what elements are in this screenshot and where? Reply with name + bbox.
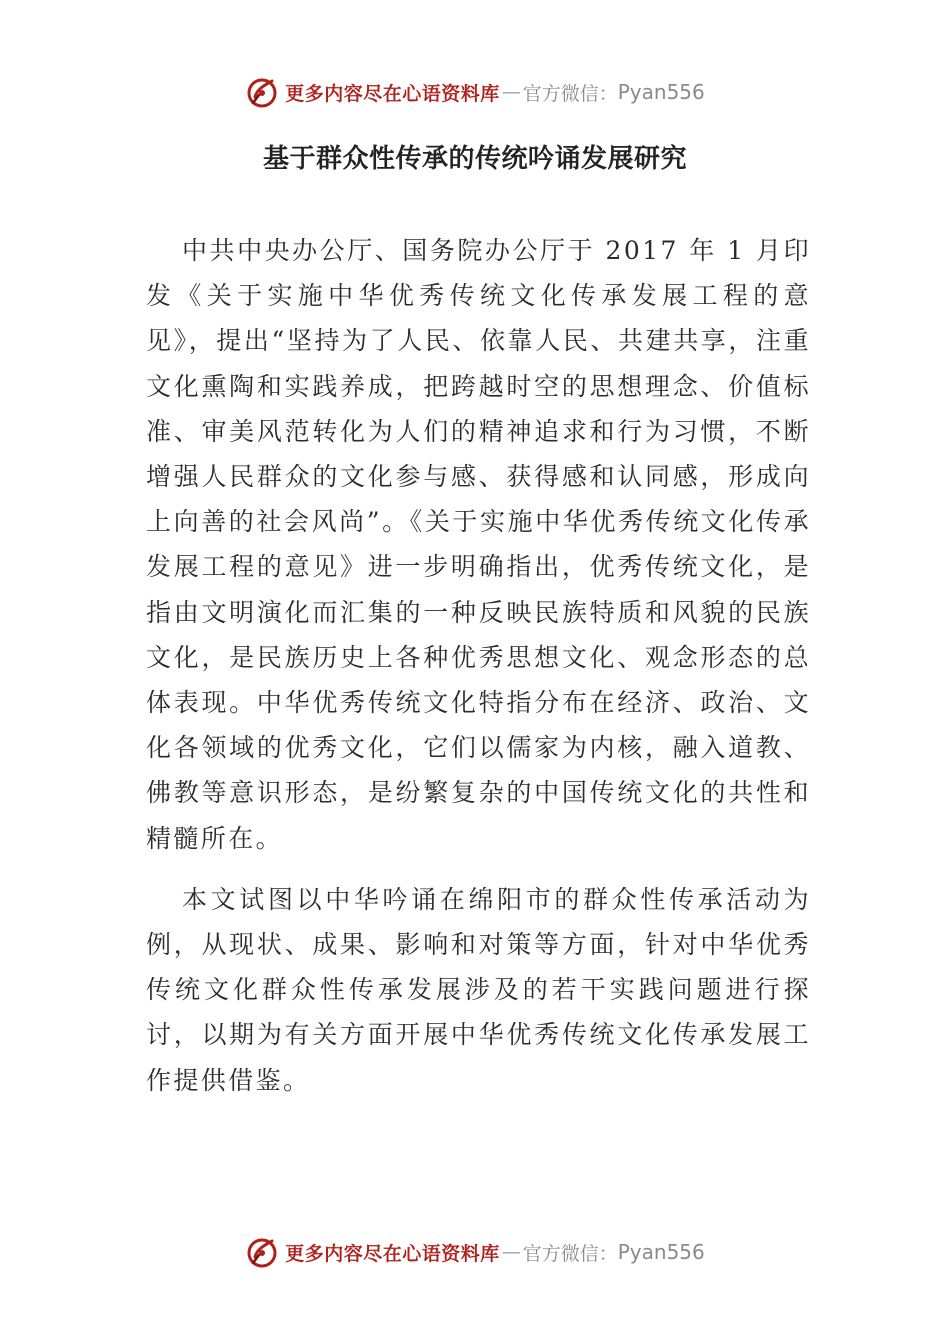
- footer-slogan: 更多内容尽在心语资料库: [285, 1242, 500, 1265]
- header-banner: [0, 72, 950, 112]
- footer-wechat-label: 官方微信：: [522, 1242, 618, 1265]
- header-wechat-label: 官方微信：: [522, 82, 618, 105]
- paragraph-1: 中共中央办公厅、国务院办公厅于 2017 年 1 月印发《关于实施中华优秀传统文化传承发展工程的意见》，提出“坚持为了人民、依靠人民、共建共享，注重文化熏陶和实践养成，把跨越时空的思想理念、价值标准、审美风范转化为人们的精神追求和行为习惯，不断增强人民群众的文化参与感、获得感和认同感，形成向上向善的社会风尚”。《关于实施中华优秀传统文化传承发展工程的意见》进一步明确指出，优秀传统文化，是指由文明演化而汇集的一种反映民族特质和风貌的民族文化，是民族历史上各种优秀思想文化、观念形态的总体表现。中华优秀传统文化特指分布在经济、政治、文化各领域的优秀文化，它们以儒家为内核，融入道教、佛教等意识形态，是纷繁复杂的中国传统文化的共性和精髓所在。: [146, 236, 811, 853]
- brand-logo-icon: [245, 75, 279, 109]
- header-slogan: 更多内容尽在心语资料库: [285, 82, 500, 105]
- brand-logo-icon: [245, 1235, 279, 1269]
- header-dash: —: [501, 81, 521, 103]
- footer-dash: —: [501, 1241, 521, 1263]
- document-body: [146, 228, 811, 1103]
- paragraph-2: 本文试图以中华吟诵在绵阳市的群众性传承活动为例，从现状、成果、影响和对策等方面，针对中华优秀传统文化群众性传承发展涉及的若干实践问题进行探讨，以期为有关方面开展中华优秀传统文化传承发展工作提供借鉴。: [146, 884, 811, 1095]
- footer-banner: [0, 1232, 950, 1272]
- header-wechat-id: Pyan556: [617, 80, 705, 104]
- document-title: 基于群众性传承的传统吟诵发展研究: [262, 144, 687, 174]
- footer-wechat-id: Pyan556: [617, 1240, 705, 1264]
